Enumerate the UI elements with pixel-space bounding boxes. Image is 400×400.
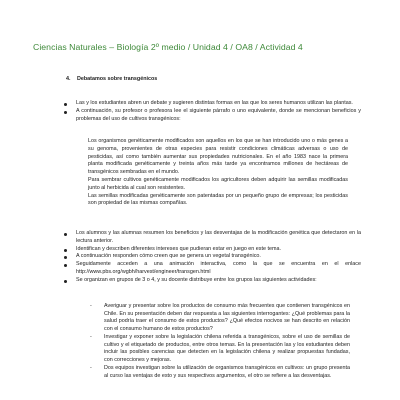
list-item: Identifican y describen diferentes intereses que pudieran estar en juego en este tema. (64, 246, 361, 254)
section-number: 4. (66, 76, 71, 82)
list-item: Seguidamente acceden a una animación interactiva, como la que se encuentra en el enlace http://www.pbs.org/wgbh/harvest/engineer/transgen.html (64, 261, 361, 277)
activity-bullet-list (64, 230, 361, 285)
list-item: Las y los estudiantes abren un debate y sugieren distintas formas en las que los seres humanos utilizan las plantas. (64, 100, 361, 108)
list-item: - Averiguar y presentar sobre los productos de consumo más frecuentes que contienen transgénicos en Chile. En su presentación deben dar respuesta a las siguientes interrogantes: ¿Qué problemas para la salud podría traer el consumo de estos productos? ¿Qué efectos nocivos se han descrito en relación con el consumo humano de estos productos? (88, 303, 350, 333)
list-item: A continuación, su profesor o profesora lee el siguiente párrafo o uno equivalente, donde se mencionan beneficios y problemas del uso de cultivos transgénicos: (64, 108, 361, 124)
intro-bullet-list (64, 100, 361, 123)
quote-paragraph: Para sembrar cultivos genéticamente modificados los agricultores deben adquirir las semillas modificadas junto al herbicida al cual son resistentes. (88, 176, 348, 191)
section-heading (66, 76, 157, 82)
quote-paragraph: Los organismos genéticamente modificados son aquellos en los que se han introducido uno o más genes a su genoma, provenientes de otras especies para resistir condiciones climáticas adversas o uso de pesticidas, así como también aumentar sus propiedades nutricionales. En el año 1983 nace la primera planta modificada genéticamente y treinta años más tarde ya encontramos millones de hectáreas de transgénicos sembradas en el mundo. (88, 138, 348, 176)
document-header: Ciencias Naturales – Biología 2º medio / Unidad 4 / OA8 / Actividad 4 (33, 42, 303, 52)
list-item: A continuación responden cómo creen que se genera un vegetal transgénico. (64, 253, 361, 261)
list-item: Se organizan en grupos de 3 o 4, y su docente distribuye entre los grupos las siguientes actividades: (64, 277, 361, 285)
group-activities-list (88, 303, 350, 381)
list-item: - Investigar y exponer sobre la legislación chilena referida a transgénicos, sobre el uso de semillas de cultivo y el etiquetado de productos, entre otros temas. En la presentación las y los estudiantes deben incluir las posibles carencias que detecten en la legislación chilena y realizar propuestas fundadas, con correcciones y mejoras. (88, 334, 350, 364)
list-item: Los alumnos y las alumnas resumen los beneficios y las desventajas de la modificación genética que detectaron en la lectura anterior. (64, 230, 361, 246)
quoted-paragraph (88, 138, 348, 208)
quote-paragraph: Las semillas modificadas genéticamente son patentadas por un pequeño grupo de empresas; los pesticidas son propiedad de las mismas compañías. (88, 192, 348, 207)
list-item: - Dos equipos investigan sobre la utilización de organismos transgénicos en cultivos: un grupo presenta al curso las ventajas de esto y sus respectivos argumentos, el otro se refiere a las desventajas. (88, 365, 350, 380)
section-title: Debatamos sobre transgénicos (77, 76, 158, 82)
